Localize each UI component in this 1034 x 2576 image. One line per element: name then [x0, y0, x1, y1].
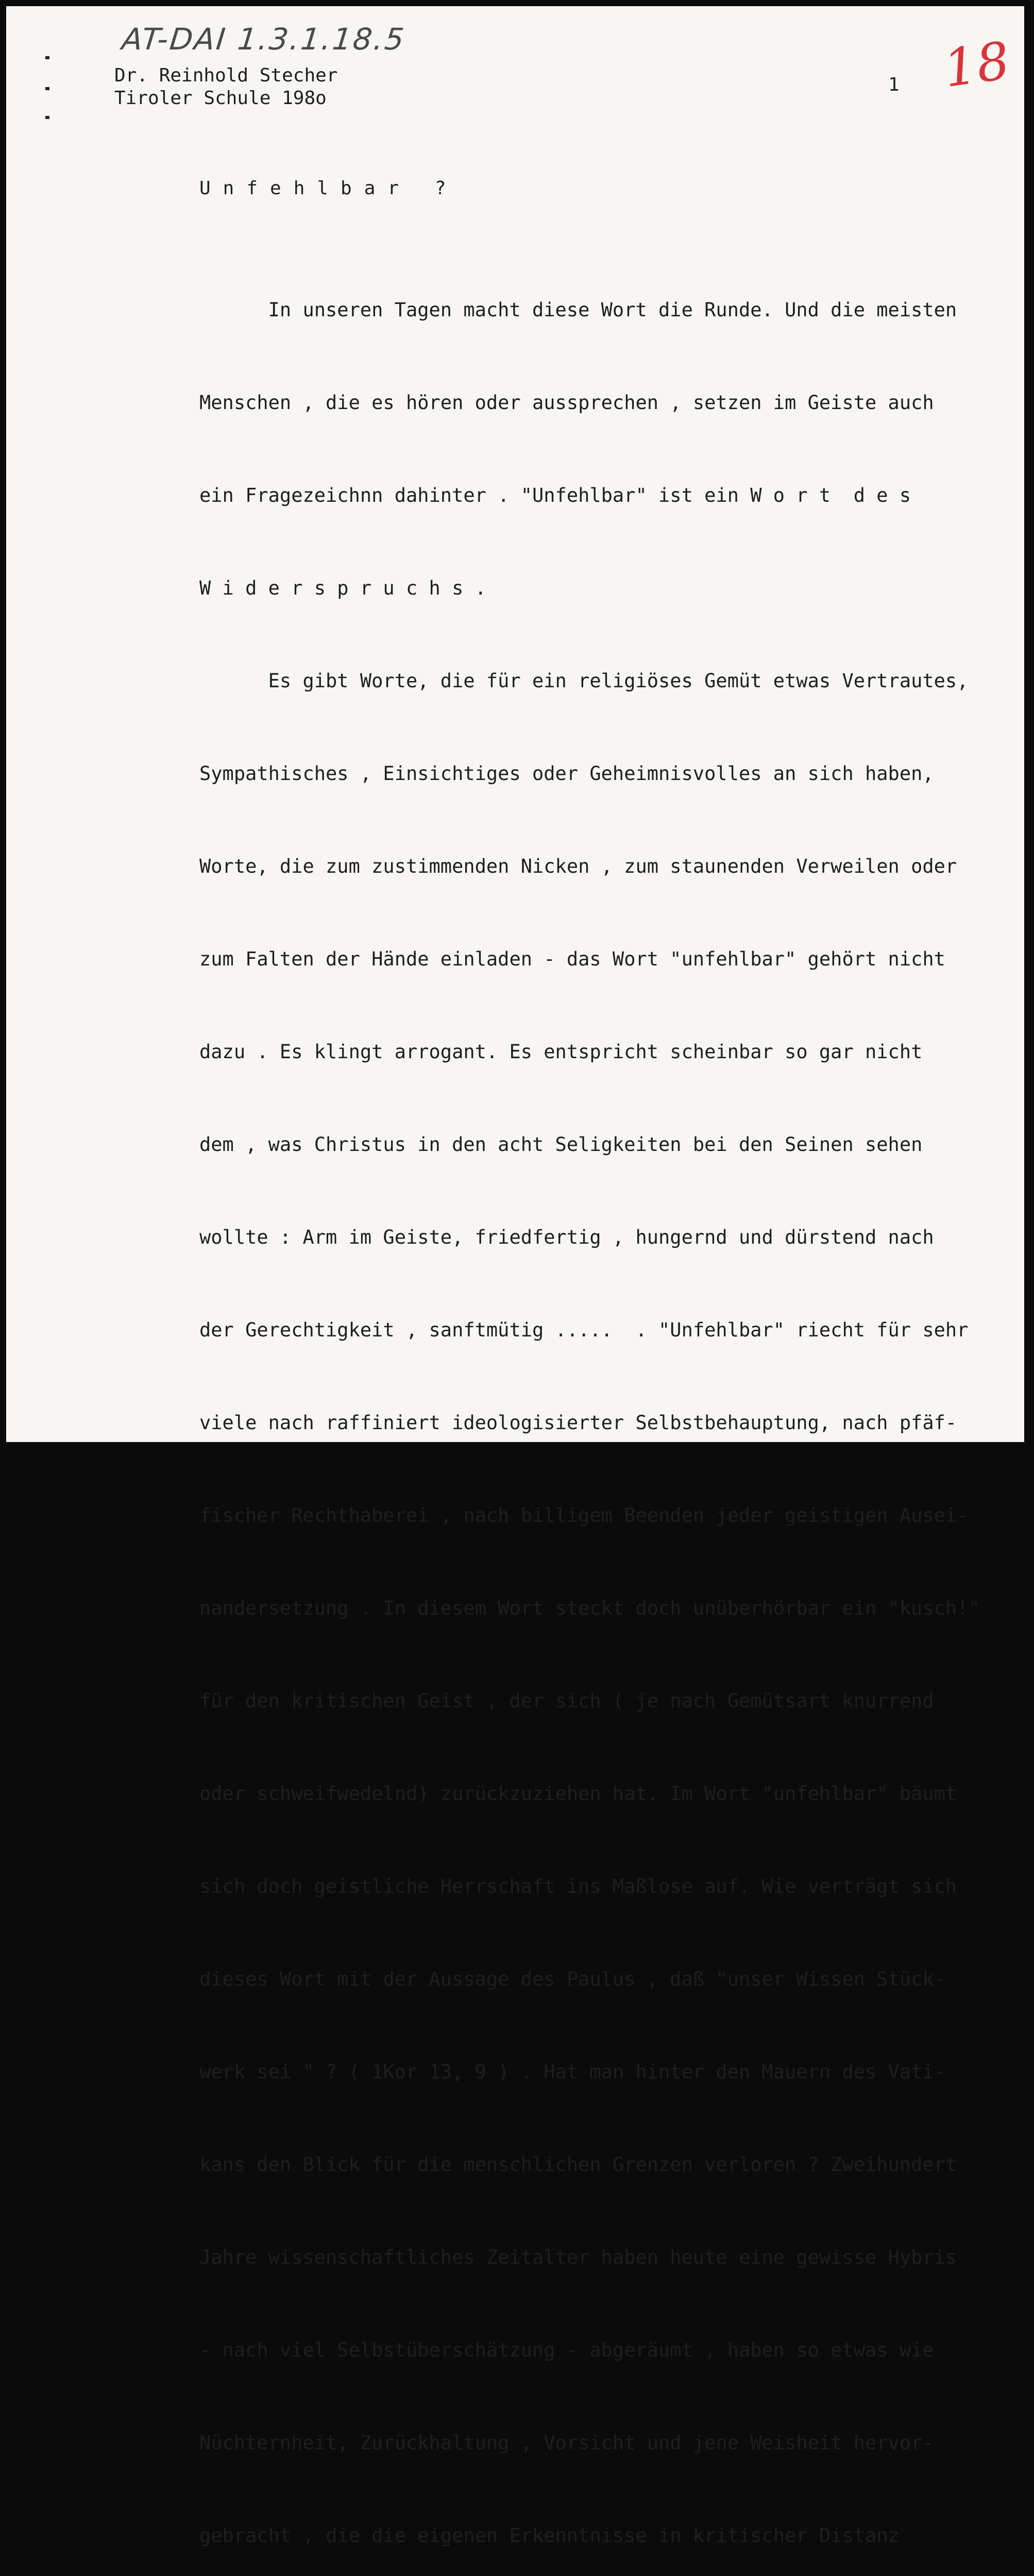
header-block [114, 64, 337, 110]
text-line: oder schweifwedelnd) zurückzuziehen hat. Im Wort "unfehlbar" bäumt [199, 1783, 957, 1805]
source-line: Tiroler Schule 198o [114, 88, 327, 109]
margin-mark [45, 56, 49, 59]
document-page [6, 6, 1024, 2547]
author-line: Dr. Reinhold Stecher [114, 65, 338, 86]
text-line: - nach viel Selbstüberschätzung - abgeräumt , haben so etwas wie [199, 2339, 934, 2361]
archive-signature: AT-DAI 1.3.1.18.5 [120, 22, 408, 57]
margin-mark [45, 87, 49, 90]
page-title: Unfehlbar ? [199, 178, 459, 199]
text-line: sich doch geistliche Herrschaft ins Maßlose auf. Wie verträgt sich [199, 1875, 957, 1897]
text-line: W i d e r s p r u c h s . [199, 577, 486, 599]
text-line: werk sei " ? ( 1Kor 13, 9 ) . Hat man hinter den Mauern des Vati- [199, 2061, 945, 2083]
text-line: für den kritischen Geist , der sich ( je nach Gemütsart knurrend [199, 1690, 934, 1712]
text-line: viele nach raffiniert ideologisierter Selbstbehauptung, nach pfäf- [199, 1412, 957, 1434]
text-line: gebracht , die die eigenen Erkenntnisse in kritischer Distanz [199, 2524, 900, 2547]
text-line: Es gibt Worte, die für ein religiöses Gemüt etwas Vertrautes, [199, 670, 969, 692]
text-line: Jahre wissenschaftliches Zeitalter haben heute eine gewisse Hybris [199, 2246, 957, 2268]
text-line: der Gerechtigkeit , sanftmütig ..... . "Unfehlbar" riecht für sehr [199, 1319, 969, 1341]
body-text [199, 233, 1034, 2576]
folio-number: 18 [940, 30, 1013, 99]
text-line: In unseren Tagen macht diese Wort die Runde. Und die meisten [199, 299, 957, 321]
text-line: fischer Rechthaberei , nach billigem Beenden jeder geistigen Ausei- [199, 1504, 969, 1527]
text-line: kans den Blick für die menschlichen Grenzen verloren ? Zweihundert [199, 2154, 957, 2176]
text-line: Sympathisches , Einsichtiges oder Geheimnisvolles an sich haben, [199, 762, 934, 785]
text-line: nandersetzung . In diesem Wort steckt doch unüberhörbar ein "kusch!" [199, 1597, 980, 1619]
text-line: ein Fragezeichnn dahinter . "Unfehlbar" ist ein W o r t d e s [199, 484, 911, 506]
text-line: zum Falten der Hände einladen - das Wort "unfehlbar" gehört nicht [199, 948, 945, 970]
page-number: 1 [888, 74, 900, 95]
text-line: Nüchternheit, Zurückhaltung , Vorsicht und jene Weisheit hervor- [199, 2432, 934, 2454]
text-line: wollte : Arm im Geiste, friedfertig , hungernd und dürstend nach [199, 1226, 934, 1248]
text-line: Menschen , die es hören oder aussprechen , setzen im Geiste auch [199, 392, 934, 414]
text-line: dieses Wort mit der Aussage des Paulus , daß "unser Wissen Stück- [199, 1968, 945, 1990]
text-line: Worte, die zum zustimmenden Nicken , zum staunenden Verweilen oder [199, 855, 957, 877]
text-line: dem , was Christus in den acht Seligkeiten bei den Seinen sehen [199, 1133, 923, 1156]
margin-mark [45, 116, 49, 119]
text-line: dazu . Es klingt arrogant. Es entspricht scheinbar so gar nicht [199, 1041, 923, 1063]
